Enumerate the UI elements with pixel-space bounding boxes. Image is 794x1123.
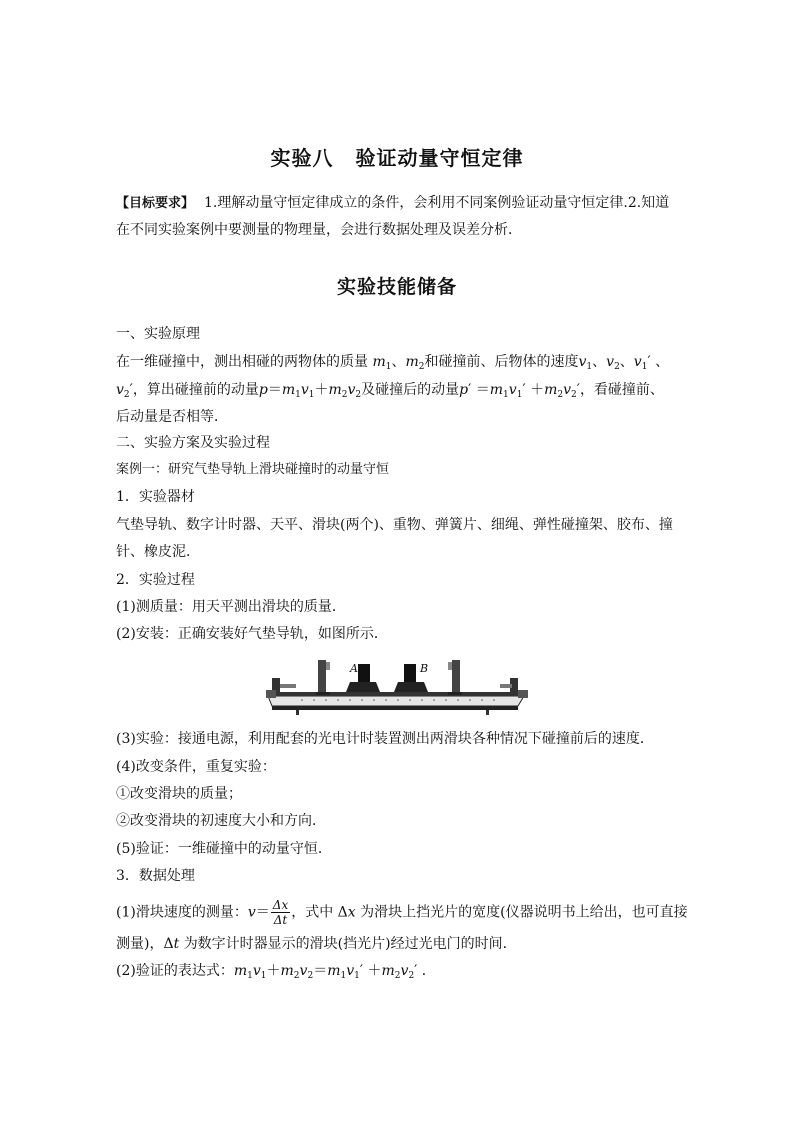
page-title bbox=[0, 142, 794, 171]
data-processing-2: (2)验证的表达式：$m_1v_1+m_2v_2=m_1v_1' +m_2v_2'$ ． bbox=[116, 963, 436, 981]
scheme-heading: 二、实验方案及实验过程 bbox=[116, 435, 270, 451]
goal-text: 1.理解动量守恒定律成立的条件，会利用不同案例验证动量守恒定律.2.知道在不同实验案例中要测量的物理量，会进行数据处理及误差分析． bbox=[116, 195, 670, 238]
goal-paragraph bbox=[116, 190, 680, 243]
step-4a: ①改变滑块的质量； bbox=[116, 786, 242, 802]
label-a: A bbox=[350, 662, 358, 675]
step-3: (3)实验：接通电源，利用配套的光电计时装置测出两滑块各种情况下碰撞前后的速度． bbox=[116, 731, 654, 747]
photogate-left bbox=[316, 660, 330, 695]
step-4b: ②改变滑块的初速度大小和方向． bbox=[116, 813, 326, 829]
air-track-diagram bbox=[262, 654, 532, 718]
principle-line-3: 后动量是否相等． bbox=[116, 409, 228, 425]
section-title: 实验技能储备 bbox=[336, 276, 457, 298]
step-5: (5)验证：一维碰撞中的动量守恒． bbox=[116, 841, 332, 857]
label-b: B bbox=[420, 662, 429, 675]
data-processing-1-line-2: 测量)，Δt 为数字计时器显示的滑块(挡光片)经过光电门的时间． bbox=[116, 936, 517, 952]
title-part2: 验证动量守恒定律 bbox=[355, 146, 524, 170]
data-processing-1: (1)滑块速度的测量：v＝ $\frac{\Delta x}{\Delta t}$ ，式中 Δx 为滑块上挡光片的宽度(仪器说明书上给出，也可直接 bbox=[116, 898, 688, 927]
principle-line-1: 在一维碰撞中，测出相碰的两物体的质量 $m_1$、$m_2$和碰撞前、后物体的速度$v_1$、$v_2$、$v_1'$ 、 bbox=[116, 354, 670, 372]
step-2: (2)安装：正确安装好气垫导轨，如图所示． bbox=[116, 626, 388, 642]
equipment-line-2: 针、橡皮泥． bbox=[116, 544, 200, 560]
case-one-heading: 案例一：研究气垫导轨上滑块碰撞时的动量守恒 bbox=[116, 462, 390, 477]
velocity-fraction: $\frac{\Delta x}{\Delta t}$ bbox=[272, 898, 289, 927]
title-part1: 实验八 bbox=[270, 146, 334, 170]
process-heading: 2．实验过程 bbox=[116, 572, 195, 588]
step-4: (4)改变条件，重复实验： bbox=[116, 759, 276, 775]
goal-tag: 【目标要求】 bbox=[116, 196, 195, 211]
track-legs bbox=[296, 710, 489, 715]
data-heading: 3．数据处理 bbox=[116, 868, 195, 884]
track-base bbox=[268, 692, 524, 710]
principle-line-2: $v_2'$，算出碰撞前的动量$p=m_1v_1+m_2v_2$及碰撞后的动量$p' =m_1v_1' +m_2v_2'$，看碰撞前、 bbox=[116, 382, 664, 400]
equipment-line-1: 气垫导轨、数字计时器、天平、滑块(两个)、重物、弹簧片、细绳、弹性碰撞架、胶布、撞 bbox=[116, 517, 673, 533]
photogate-right bbox=[448, 660, 462, 695]
step-1: (1)测质量：用天平测出滑块的质量． bbox=[116, 599, 346, 615]
principle-heading: 一、实验原理 bbox=[116, 326, 200, 342]
equipment-heading: 1．实验器材 bbox=[116, 489, 195, 505]
